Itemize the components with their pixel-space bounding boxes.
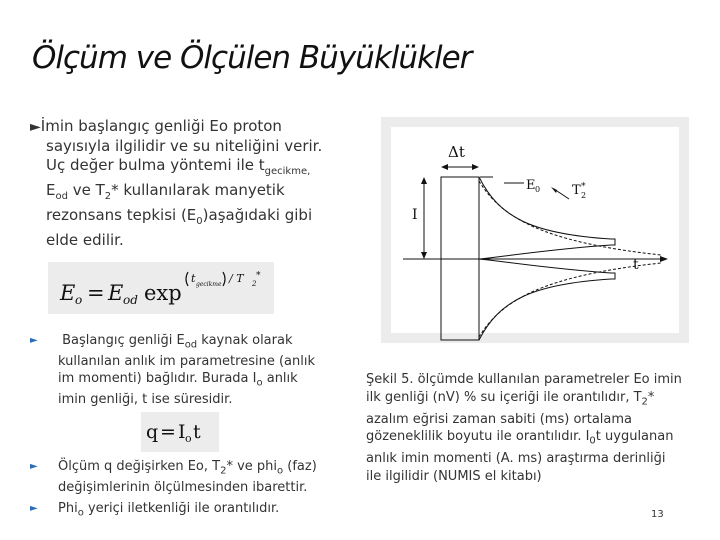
svg-text:q: q [146, 421, 159, 443]
svg-text:0: 0 [535, 185, 541, 194]
e0-label: E [526, 178, 536, 193]
svg-text:=: = [87, 281, 105, 305]
intro-line: $E_{od}$ ve $T_2*$ kullanılarak manyetik [46, 181, 285, 202]
delta-t-label: Δt [448, 143, 465, 161]
intro-line: elde edilir. [46, 231, 124, 249]
intro-line: Uç değer bulma yöntemi ile $t_{gecikme,}$ [46, 156, 311, 177]
amplitude-formula [48, 262, 274, 314]
svg-text:2: 2 [252, 280, 257, 288]
svg-text:2: 2 [581, 191, 587, 200]
t2-label: T [572, 183, 581, 198]
intro-line: ►İmin başlangıç genliği Eo proton [30, 117, 282, 135]
page-number: 13 [651, 509, 664, 520]
figure-caption: Şekil 5. ölçümde kullanılan parametreler Eo imin ilk genliği (nV) % su içeriği ile orantılıdır, $T_2*$ azalım eğrisi zaman sabiti (ms) ortalama gözeneklilik boyutu ile orantılıdır. $I_0t$ uygulanan anlık imin momenti (A. ms) araştırma derinliği ile ilgilidir (NUMIS el kitabı) [366, 372, 682, 484]
intro-paragraph [30, 117, 360, 250]
svg-text:*: * [256, 271, 261, 281]
formula-eod: E [108, 281, 124, 305]
i-label: I [412, 207, 418, 223]
page-title: Ölçüm ve Ölçülen Büyüklükler [32, 40, 472, 76]
svg-text:exp: exp [144, 281, 182, 305]
bullet-arrow-icon: ► [30, 461, 38, 472]
svg-text:t: t [193, 421, 201, 443]
decay-figure [381, 117, 689, 343]
time-label: t [633, 257, 639, 273]
charge-formula [141, 412, 219, 452]
intro-line: sayısıyla ilgilidir ve su niteliğini verir. [46, 137, 323, 155]
svg-text:/ T: / T [229, 272, 244, 285]
bullet-arrow-icon: ► [30, 119, 41, 135]
svg-text:od: od [123, 293, 138, 307]
intro-line: rezonsans tepkisi $(E_0)aşağıdaki$ gibi [46, 206, 313, 227]
formula-eo: E [60, 281, 76, 305]
bullet-arrow-icon: ► [30, 503, 38, 514]
svg-text:=: = [160, 421, 176, 443]
svg-text:gecikme: gecikme [196, 281, 222, 288]
svg-text:*: * [581, 182, 586, 192]
svg-text:o: o [75, 293, 83, 307]
bullet-arrow-icon: ► [30, 335, 38, 346]
svg-text:o: o [185, 432, 192, 445]
svg-text:t: t [191, 272, 196, 285]
svg-text:I: I [178, 421, 186, 443]
